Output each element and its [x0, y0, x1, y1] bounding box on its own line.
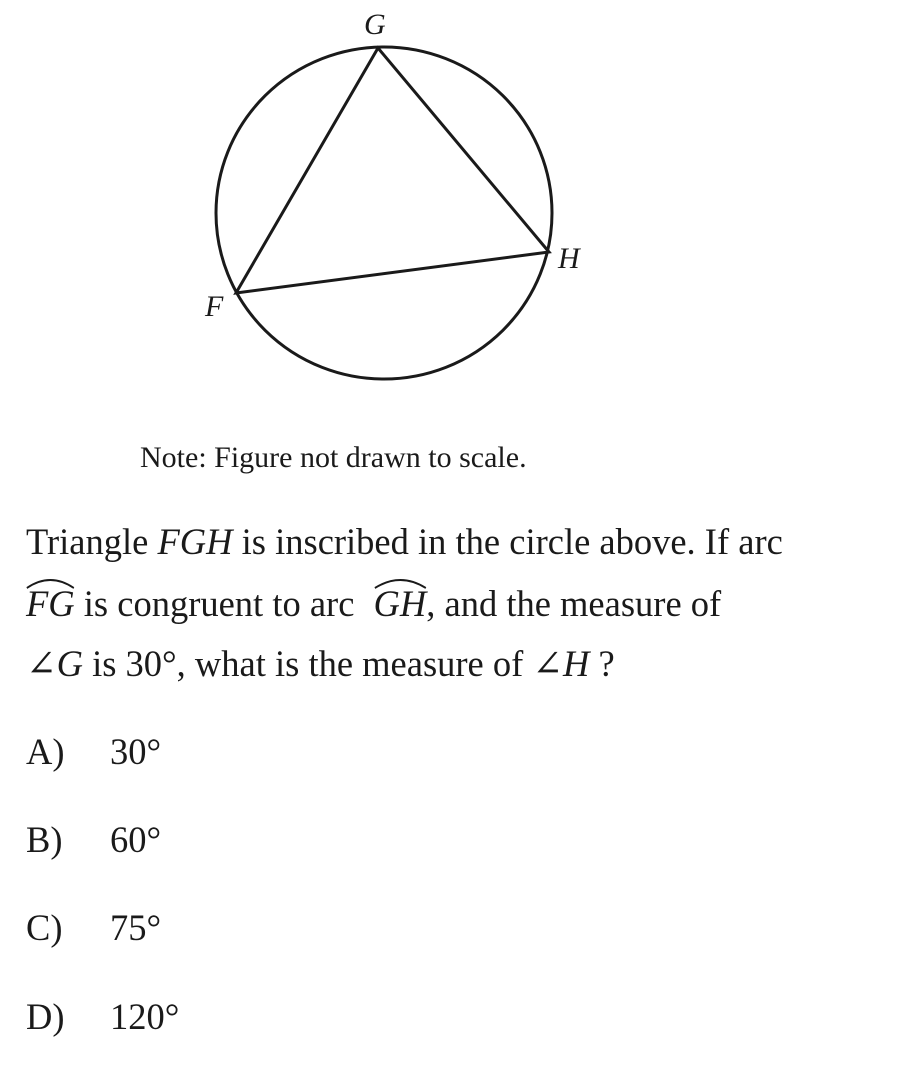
question-text-part: , and the measure of: [426, 583, 722, 624]
vertex-label-g: G: [364, 8, 386, 41]
vertex-label-f: F: [205, 290, 224, 323]
arc-symbol-icon: [374, 574, 427, 590]
question-line-2: [26, 582, 721, 625]
choice-letter: C): [26, 907, 63, 948]
choice-letter: D): [26, 996, 65, 1037]
question-text-part: is inscribed in the circle above. If arc: [232, 521, 783, 562]
angle-h: ∠H: [532, 643, 590, 684]
question-text-part: ?: [589, 643, 615, 684]
choice-letter: B): [26, 819, 63, 860]
question-line-1: [26, 520, 783, 563]
arc-gh: [374, 582, 427, 625]
arc-fg: [26, 582, 75, 625]
angle-g: ∠G: [26, 643, 83, 684]
choice-value: 60°: [110, 819, 162, 860]
vertex-label-h: H: [558, 242, 580, 275]
choice-value: 120°: [110, 996, 180, 1037]
question-text-part: is congruent to arc: [74, 583, 364, 624]
question-line-3: [26, 642, 615, 685]
question-text-part: Triangle: [26, 521, 158, 562]
choice-value: 30°: [110, 731, 162, 772]
circle-diagram: [0, 0, 909, 420]
question-text-part: is 30°, what is the measure of: [82, 643, 533, 684]
choice-letter: A): [26, 731, 65, 772]
choice-value: 75°: [110, 907, 162, 948]
arc-gh-label: GH: [373, 583, 427, 624]
figure-note: Note: Figure not drawn to scale.: [140, 441, 527, 474]
arc-fg-label: FG: [26, 583, 75, 624]
triangle-fgh: [236, 48, 549, 293]
triangle-name: FGH: [157, 521, 233, 562]
circumscribed-circle: [216, 47, 552, 379]
geometry-figure: [0, 0, 909, 420]
arc-symbol-icon: [26, 574, 75, 590]
